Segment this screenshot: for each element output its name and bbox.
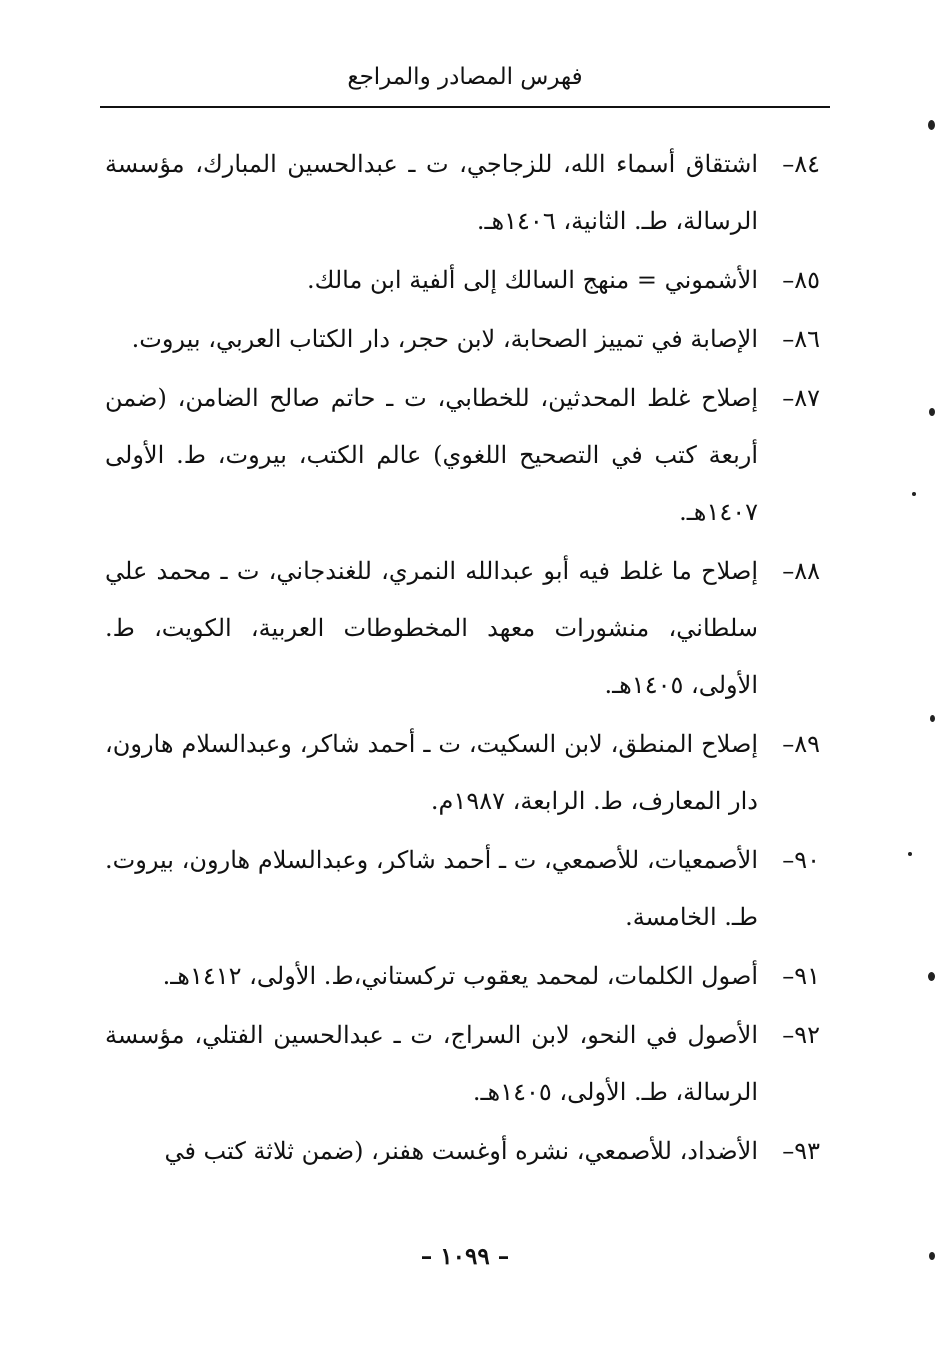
bibliography-entry bbox=[105, 543, 820, 714]
scan-speck bbox=[912, 492, 916, 496]
entry-number: ٨٥– bbox=[782, 266, 820, 294]
entry-number: ٨٤– bbox=[782, 150, 820, 178]
scan-speck bbox=[928, 972, 935, 981]
entry-text: الأضداد، للأصمعي، نشره أوغست هفنر، (ضمن ثلاثة كتب في bbox=[164, 1137, 758, 1165]
header-rule bbox=[100, 106, 830, 108]
entry-number: ٨٧– bbox=[782, 384, 820, 412]
page-number: – ١٠٩٩ – bbox=[420, 1243, 510, 1270]
bibliography-entry bbox=[105, 1007, 820, 1121]
scan-speck bbox=[908, 852, 912, 856]
bibliography-entry bbox=[105, 252, 820, 309]
bibliography-entry bbox=[105, 311, 820, 368]
entry-number: ٩٣– bbox=[782, 1137, 820, 1165]
entry-text: اشتقاق أسماء الله، للزجاجي، ت ـ عبدالحسين المبارك، مؤسسة الرسالة، طـ. الثانية، ١٤٠٦هـ. bbox=[105, 150, 758, 235]
bibliography-entry bbox=[105, 948, 820, 1005]
scan-speck bbox=[929, 1252, 935, 1260]
bibliography-entry bbox=[105, 832, 820, 946]
entry-text: أصول الكلمات، لمحمد يعقوب تركستاني،ط. الأولى، ١٤١٢هـ. bbox=[162, 962, 758, 990]
bibliography-entry bbox=[105, 716, 820, 830]
entry-number: ٩١– bbox=[782, 962, 820, 990]
entry-text: الأصمعيات، للأصمعي، ت ـ أحمد شاكر، وعبدالسلام هارون، بيروت. طـ. الخامسة. bbox=[105, 846, 758, 931]
scan-speck bbox=[928, 120, 935, 130]
entry-text: إصلاح غلط المحدثين، للخطابي، ت ـ حاتم صالح الضامن، (ضمن أربعة كتب في التصحيح اللغوي) عالم الكتب، بيروت، ط. الأولى ١٤٠٧هـ. bbox=[105, 384, 758, 526]
entry-number: ٩٢– bbox=[782, 1021, 820, 1049]
entry-text: الأصول في النحو، لابن السراج، ت ـ عبدالحسين الفتلي، مؤسسة الرسالة، طـ. الأولى، ١٤٠٥هـ. bbox=[105, 1021, 758, 1106]
entry-number: ٩٠– bbox=[782, 846, 820, 874]
running-header: فهرس المصادر والمراجع bbox=[347, 64, 583, 90]
bibliography-entry bbox=[105, 370, 820, 541]
scan-speck bbox=[929, 408, 935, 416]
entry-text: إصلاح المنطق، لابن السكيت، ت ـ أحمد شاكر، وعبدالسلام هارون، دار المعارف، ط. الرابعة، ١٩٨٧م. bbox=[105, 730, 758, 815]
entry-number: ٨٦– bbox=[782, 325, 820, 353]
bibliography-entry bbox=[105, 136, 820, 250]
entry-text: إصلاح ما غلط فيه أبو عبدالله النمري، للغندجاني، ت ـ محمد علي سلطاني، منشورات معهد المخطوطات العربية، الكويت، ط. الأولى، ١٤٠٥هـ. bbox=[105, 557, 758, 699]
bibliography-entry bbox=[105, 1123, 820, 1180]
bibliography-list bbox=[105, 136, 820, 1182]
entry-text: الأشموني = منهج السالك إلى ألفية ابن مالك. bbox=[307, 266, 758, 294]
entry-number: ٨٩– bbox=[782, 730, 820, 758]
entry-text: الإصابة في تمييز الصحابة، لابن حجر، دار الكتاب العربي، بيروت. bbox=[131, 325, 758, 353]
entry-number: ٨٨– bbox=[782, 557, 820, 585]
scan-speck bbox=[930, 715, 935, 722]
